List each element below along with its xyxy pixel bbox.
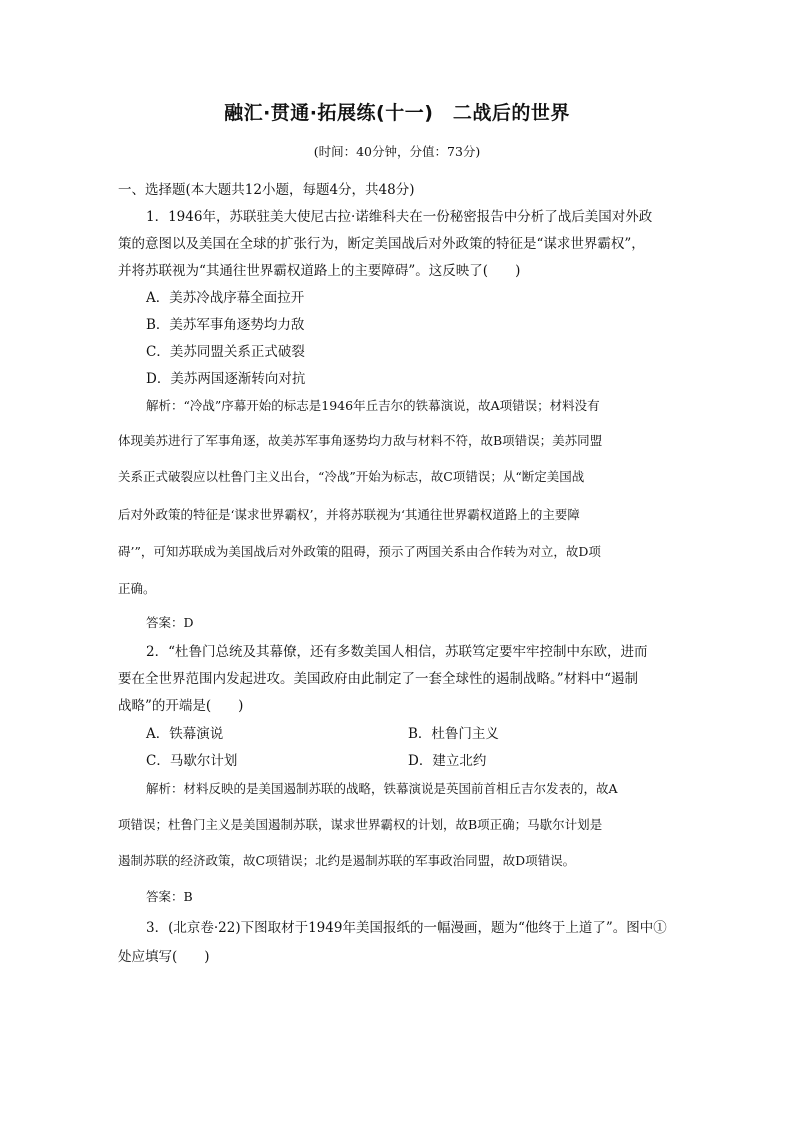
section-header: 一、选择题(本大题共12小题，每题4分，共48分) [118, 182, 415, 198]
page-subtitle: (时间：40分钟，分值：73分) [313, 144, 481, 159]
q2-analysis-line-3: 遏制苏联的经济政策，故C项错误；北约是遏制苏联的军事政治同盟，故D项错误。 [118, 853, 576, 868]
q2-analysis-line-1: 解析：材料反映的是美国遏制苏联的战略，铁幕演说是英国前首相丘吉尔发表的，故A [146, 781, 618, 796]
q2-option-d: D．建立北约 [408, 753, 487, 769]
q1-line-3: 并将苏联视为“其通往世界霸权道路上的主要障碍”。这反映了( ) [118, 263, 521, 279]
q1-analysis-line-1: 解析：“冷战”序幕开始的标志是1946年丘吉尔的铁幕演说，故A项错误；材料没有 [146, 398, 600, 413]
q1-option-b: B．美苏军事角逐势均力敌 [146, 317, 305, 333]
q2-option-c: C．马歇尔计划 [146, 753, 238, 769]
q2-answer: 答案：B [146, 889, 193, 904]
q2-option-a: A．铁幕演说 [146, 726, 224, 742]
page-title: 融汇·贯通·拓展练(十一) 二战后的世界 [224, 102, 570, 124]
q3-line-1: 3．(北京卷·22)下图取材于1949年美国报纸的一幅漫画，题为“他终于上道了”。图中① [146, 920, 667, 936]
q1-option-a: A．美苏冷战序幕全面拉开 [146, 290, 305, 306]
q2-option-b: B．杜鲁门主义 [408, 726, 499, 742]
q1-analysis-line-6: 正确。 [118, 581, 156, 596]
q1-answer: 答案：D [146, 615, 194, 630]
q1-analysis-line-4: 后对外政策的特征是‘谋求世界霸权’，并将苏联视为‘其通往世界霸权道路上的主要障 [118, 507, 580, 522]
q1-line-2: 策的意图以及美国在全球的扩张行为，断定美国战后对外政策的特征是“谋求世界霸权”， [118, 236, 645, 252]
q2-analysis-line-2: 项错误；杜鲁门主义是美国遏制苏联，谋求世界霸权的计划，故B项正确；马歇尔计划是 [118, 817, 603, 832]
q1-option-d: D．美苏两国逐渐转向对抗 [146, 371, 306, 387]
q2-line-3: 战略”的开端是( ) [118, 698, 244, 714]
q1-analysis-line-2: 体现美苏进行了军事角逐，故美苏军事角逐势均力敌与材料不符，故B项错误；美苏同盟 [118, 433, 603, 448]
q1-analysis-line-3: 关系正式破裂应以杜鲁门主义出台，“冷战”开始为标志，故C项错误；从“断定美国战 [118, 469, 585, 484]
q3-line-2: 处应填写( ) [118, 949, 210, 965]
q1-analysis-line-5: 碍’”，可知苏联成为美国战后对外政策的阻碍，预示了两国关系由合作转为对立，故D项 [118, 544, 601, 559]
q1-option-c: C．美苏同盟关系正式破裂 [146, 344, 305, 360]
q2-line-1: 2．“杜鲁门总统及其幕僚，还有多数美国人相信，苏联笃定要牢牢控制中东欧，进而 [146, 644, 648, 660]
q2-line-2: 要在全世界范围内发起进攻。美国政府由此制定了一套全球性的遏制战略。”材料中“遏制 [118, 671, 639, 687]
q1-line-1: 1．1946年，苏联驻美大使尼古拉·诺维科夫在一份秘密报告中分析了战后美国对外政 [146, 209, 653, 225]
